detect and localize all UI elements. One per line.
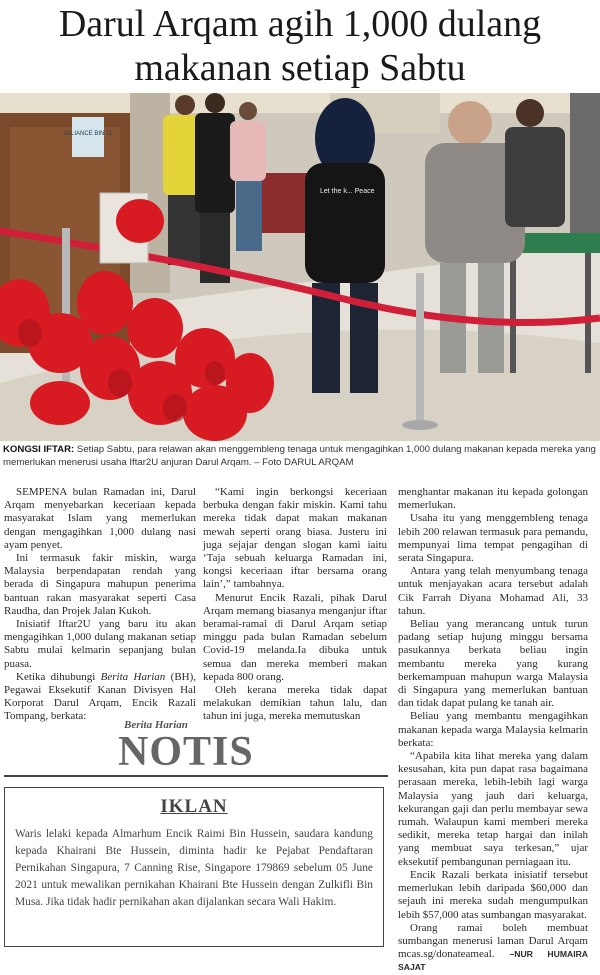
caption-label: KONGSI IFTAR: <box>3 444 75 455</box>
classified-ad-box <box>4 787 384 947</box>
paragraph: SEMPENA bulan Ramadan ini, Darul Arqam menyebarkan keceriaan kepada masyarakat Islam yang memerlukan dengan mengagihkan 1,000 dulang nasi ayam penyet. <box>4 486 196 551</box>
paragraph: Oleh kerana mereka tidak dapat melakukan demikian tahun lalu, dan tahun ini juga, mereka memutuskan <box>203 684 387 723</box>
headline <box>0 0 600 90</box>
headline-line-2: makanan setiap Sabtu <box>134 47 466 89</box>
paragraph-continued: menghantar makanan itu kepada golongan memerlukan. <box>398 486 588 512</box>
paragraph: Encik Razali berkata inisiatif tersebut memerlukan lebih daripada $60,000 dan sejauh ini mereka sudah mengumpulkan lebih $57,000 atas sumbangan masyarakat. <box>398 868 588 921</box>
headline-line-1: Darul Arqam agih 1,000 dulang <box>58 3 542 45</box>
ad-title: IKLAN <box>160 796 228 817</box>
notice-title: NOTIS <box>118 729 254 775</box>
paragraph: Ini termasuk fakir miskin, warga Malaysia berpendapatan rendah yang berada di Singapura mahupun penerima bantuan rakan masyarakat seperti Casa Raudha, dan Projek Jalan Kukoh. <box>4 552 196 617</box>
paragraph: “Apabila kita lihat mereka yang dalam kesusahan, kita pun dapat rasa bagaimana perasaan mereka, lebih-lebih lagi warga Malaysia yang jauh dari keluarga, kekurangan gaji dan perlu membayar sewa rumah. Walaupun kami memberi mereka sedikit, mereka tetap hargai dan inilah yang membuat saya terkesan,” ujar eksekutif pembangunan perniagaan itu. <box>398 750 588 868</box>
poster <box>72 117 104 157</box>
article-column-1 <box>4 486 196 724</box>
article-column-2 <box>203 486 387 724</box>
paragraph: Orang ramai boleh membuat sumbangan menerusi laman Darul Arqam mcas.sg/donateameal. –NUR HUMAIRA SAJAT <box>398 921 588 973</box>
notice-source: Berita Harian <box>124 719 188 731</box>
shirt-text: Let the k... Peace <box>320 188 375 195</box>
paragraph: Beliau yang membantu mengagihkan makanan kepada warga Malaysia kelmarin berkata: <box>398 710 588 749</box>
paragraph: Ketika dihubungi Berita Harian (BH), Pegawai Eksekutif Kanan Divisyen Hal Korporat Darul Arqam, Encik Razali Tompang, berkata: <box>4 670 197 723</box>
paragraph: Usaha itu yang menggembleng tenaga lebih 200 relawan termasuk para pemandu, mempunyai lima tempat pengagihan di serata Singapura. <box>398 512 588 565</box>
ad-body: Waris lelaki kepada Almarhum Encik Raimi Bin Hussein, saudara kandung kepada Khairani Bte Hussein, diminta hadir ke Pejabat Pendaftaran Pernikahan Singapura, 7 Canning Rise, Singapore 179869 sebelum 05 June 2021 untuk mewalikan pernikahan Khairani Bte Hussein dengan Zulkifli Bin Musa. Jika tidak hadir pernikahan akan dijalankan secara Wali Hakim. <box>15 828 373 908</box>
poster-text: ALLIANCE BIN 11 <box>63 131 113 137</box>
paragraph: Beliau yang merancang untuk turun padang setiap hujung minggu bersama pasukannya berkata beliau ingin membantu mereka yang kurang berkemampuan mahupun warga Malaysia di Singapura yang memerlukan bantuan dan tidak dapat pulang ke tanah air. <box>398 618 588 710</box>
paragraph: Antara yang telah menyumbang tenaga untuk menjayakan acara tersebut adalah Cik Farrah Diyana Mohamad Ali, 33 tahun. <box>398 565 588 617</box>
paragraph: Inisiatif Iftar2U yang baru itu akan mengagihkan 1,000 dulang makanan setiap Sabtu mulai kelmarin sepanjang bulan puasa. <box>4 618 196 670</box>
caption-text: Setiap Sabtu, para relawan akan menggembleng tenaga untuk mengagihkan 1,000 dulang makanan kepada mereka yang memerlukan menerusi usaha Iftar2U anjuran Darul Arqam. – Foto DARUL ARQAM <box>3 444 596 468</box>
paragraph: “Kami ingin berkongsi keceriaan berbuka dengan fakir miskin. Kami tahu mereka tidak dapat makan makanan mewah seperti orang biasa. Justeru ini juga sejajar dengan slogan kami iaitu ‘Taja sebuah keluarga Ramadan ini, kongsi keceriaan iftar bersama orang lain’,” tambahnya. <box>203 486 387 591</box>
paragraph: Menurut Encik Razali, pihak Darul Arqam memang biasanya menganjur iftar beramai-ramai di Darul Arqam setiap minggu pada bulan Ramadan sebelum Covid-19 melanda.Ia dibuka untuk semua dan mereka memberi makan kepada 800 orang. <box>203 591 387 683</box>
notice-rule <box>4 775 388 777</box>
article-photo <box>0 93 600 441</box>
byline: –NUR HUMAIRA SAJAT <box>398 949 588 973</box>
photo-caption <box>3 443 597 469</box>
article-column-3 <box>398 486 588 975</box>
